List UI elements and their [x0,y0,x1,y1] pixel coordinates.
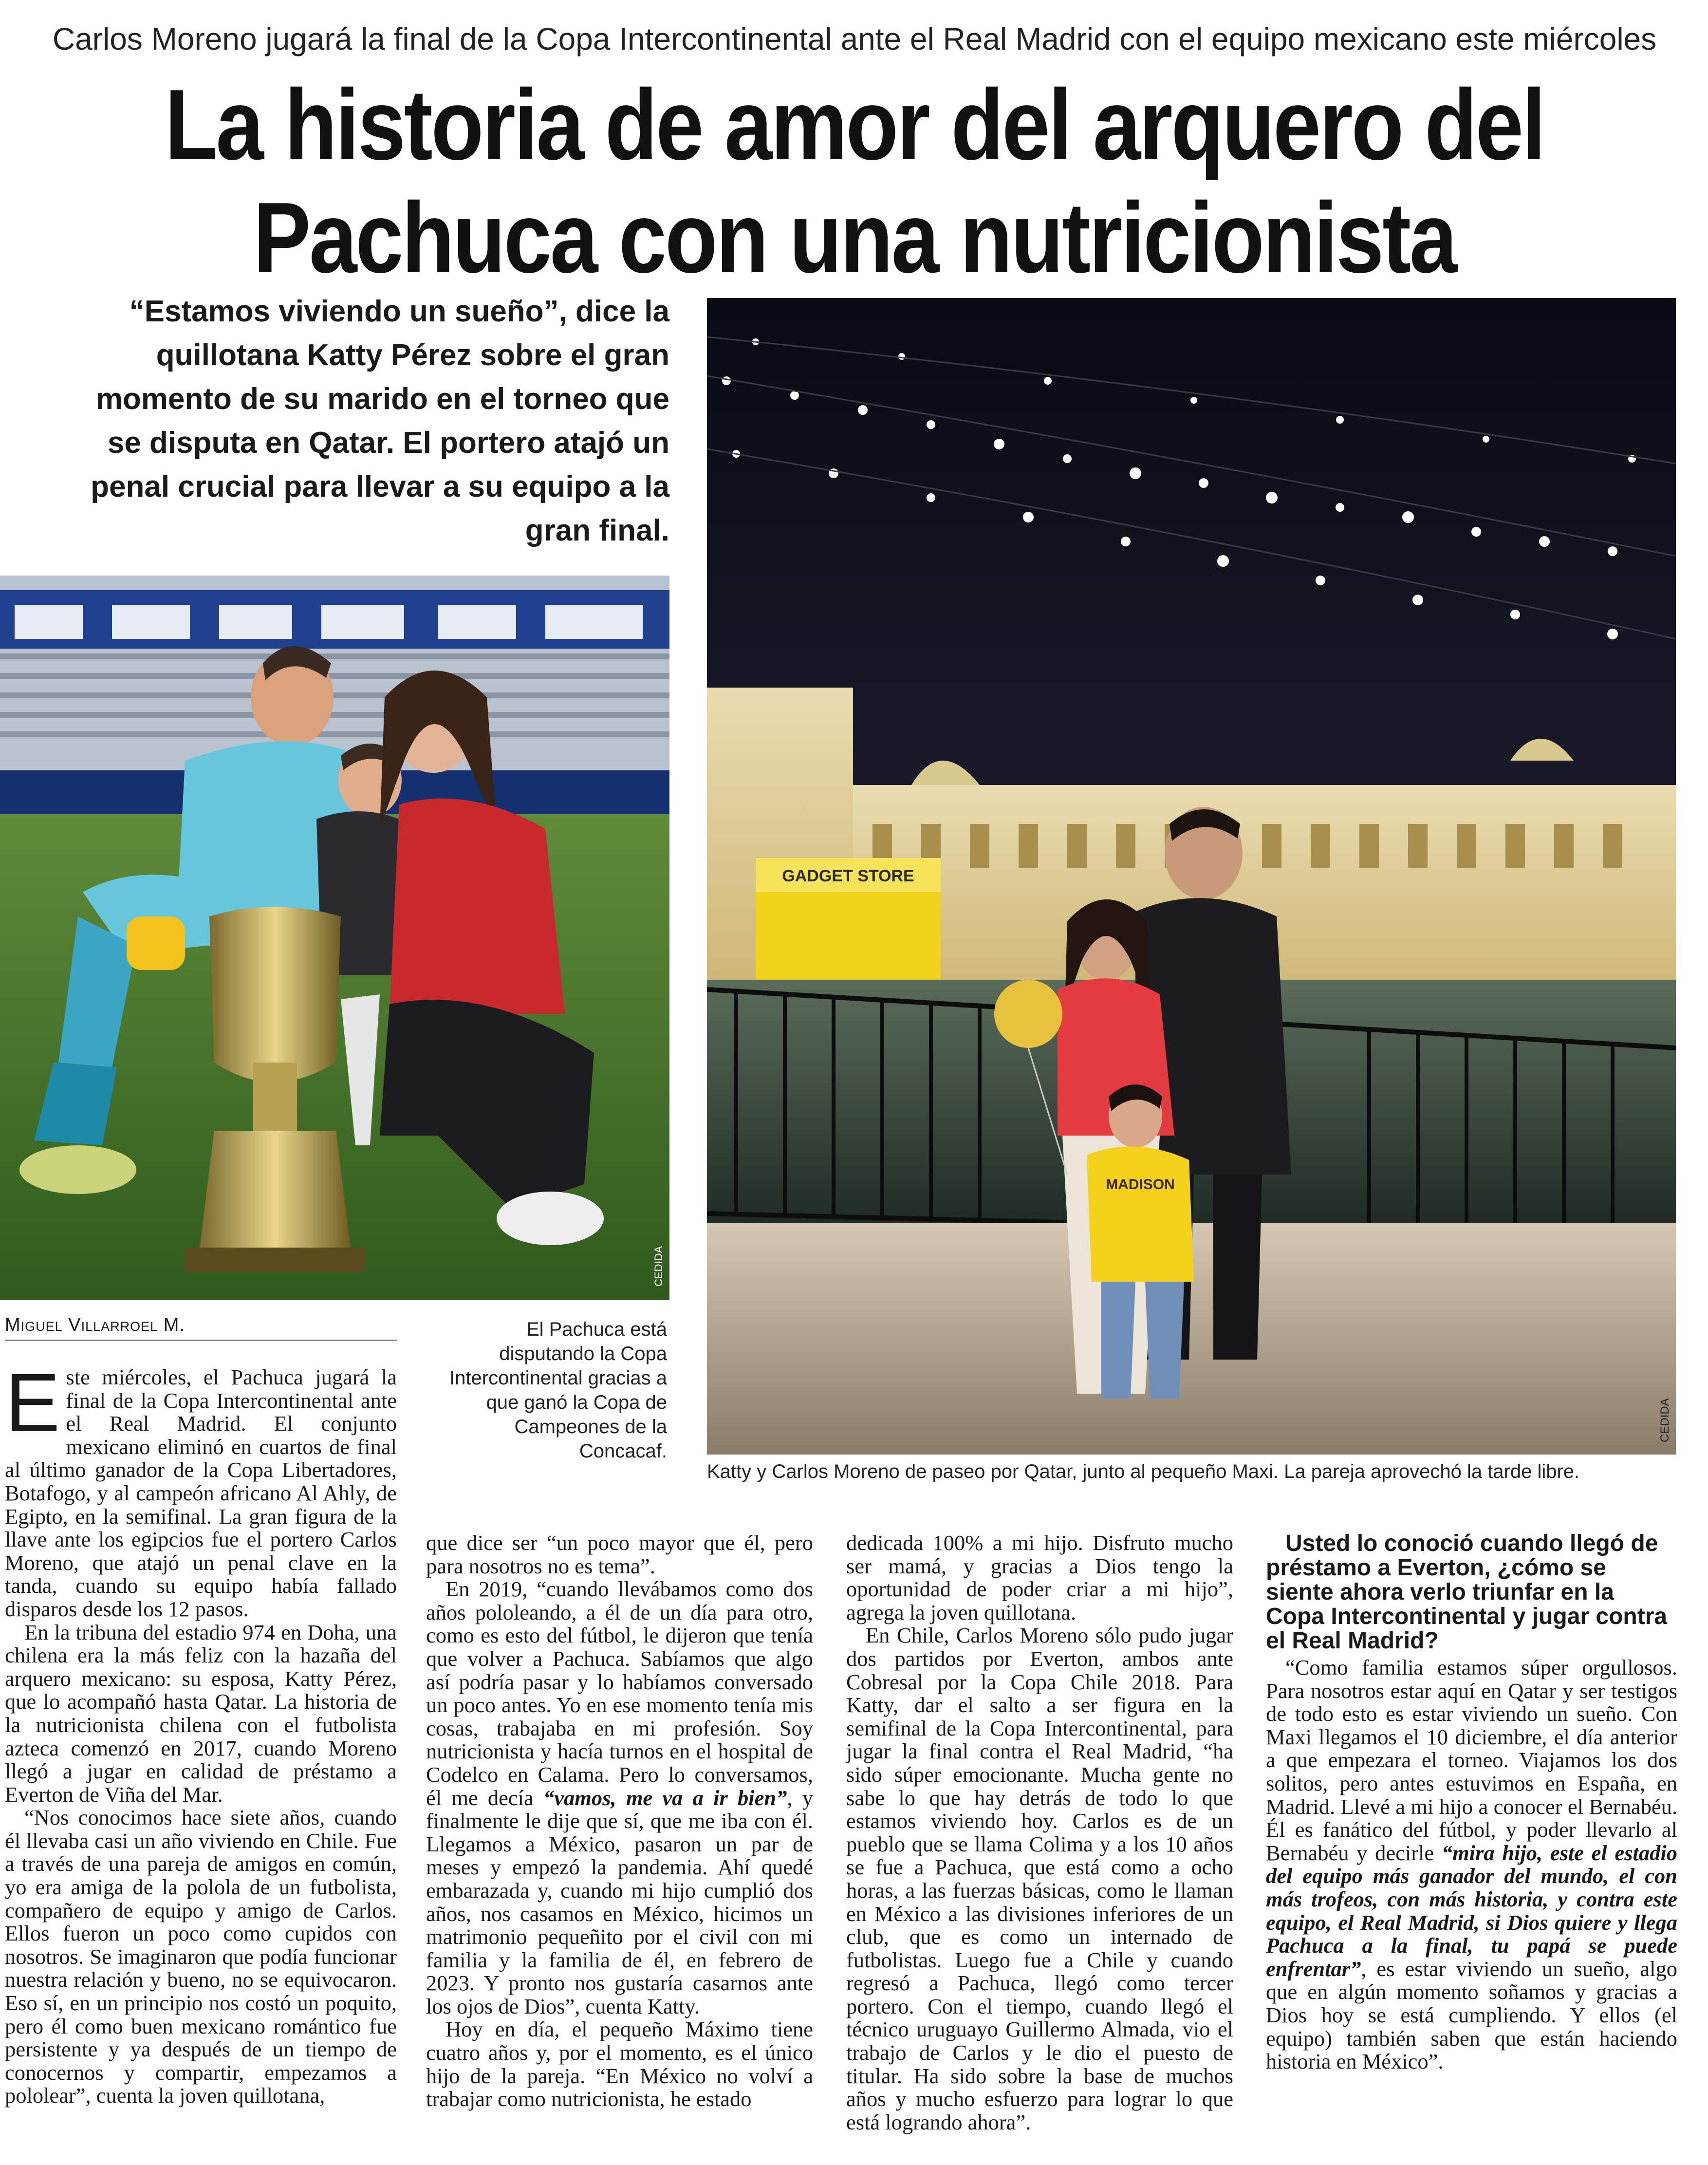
interview-question: Usted lo conoció cuando llegó de préstamo a Everton, ¿cómo se siente ahora verlo triunfar en la Copa Intercontinental y jugar contra el Real Madrid? [1266,1530,1668,1654]
paragraph-text: ste miércoles, el Pachuca jugará la final de la Copa Intercontinental ante el Real Madrid. El conjunto mexicano eliminó en cuartos de final al último ganador de la Copa Libertadores, Botafogo, y al campeón africano Al Ahly, de Egipto, en la semifinal. La gran figura de la llave ante los egipcios fue el portero Carlos Moreno, que atajó un penal clave en la tanda, cuando su equipo había fallado disparos desde los 12 pasos. [5,1365,397,1621]
caption-right: Katty y Carlos Moreno de paseo por Qatar, junto al pequeño Maxi. La pareja aprovechó la tarde libre. [707,1461,1580,1482]
paragraph [1266,1656,1677,2073]
paragraph-text: En 2019, “cuando llevábamos como dos años pololeando, a él de un día para otro, como es esto del fútbol, le dijeron que tenía que volver a Pachuca. Sabíamos que algo así podría pasar y lo habíamos conversado un poco antes. Yo en ese momento tenía mis cosas, trabajaba en mi profesión. Soy nutricionista y hacía turnos en el hospital de Codelco en Calama. Pero lo conversamos, él me decía [426,1577,813,1810]
dropcap: E [5,1357,60,1449]
quote-emphasis: “vamos, me va a ir bien” [543,1785,787,1810]
article-column-2 [426,1531,813,2111]
paragraph-text: “Como familia estamos súper orgullosos. Para nosotros estar aquí en Qatar y ser testigos de todo esto es estar viviendo un sueño. Con Maxi llegamos el 10 diciembre, el día anterior a que empezara el torneo. Viajamos los dos solitos, pero antes estuvimos en España, en Madrid. Llevé a mi hijo a conocer el Bernabéu. Él es fanático del fútbol, y poder llevarlo al Bernabéu y decirle [1266,1655,1677,1865]
paragraph-text: , es estar viviendo un sueño, algo que en algún momento soñamos y gracias a Dios hoy se está cumpliendo. Y ellos (el equipo) también saben que están haciendo historia en México”. [1266,1956,1677,2074]
article-column-4 [1266,1531,1677,2073]
paragraph: Hoy en día, el pequeño Máximo tiene cuatro años y, por el momento, es el único hijo de la pareja. “En México no volví a trabajar como nutricionista, he estado [426,2017,813,2111]
deck: “Estamos viviendo un sueño”, dice la quillotana Katty Pérez sobre el gran momento de su marido en el torneo que se disputa en Qatar. El portero atajó un penal crucial para llevar a su equipo a la gran final. [91,295,669,547]
paragraph: En Chile, Carlos Moreno sólo pudo jugar dos partidos por Everton, ambos ante Cobresal por la Copa Chile 2018. Para Katty, dar el salto a ser figura en la semifinal de la Copa Intercontinental, para jugar la final contra el Real Madrid, “ha sido súper emocionante. Mucha gente no sabe lo que hay detrás de todo lo que estamos viviendo hoy. Carlos es de un pueblo que se llama Colima y a los 10 años se fue a Pachuca, que está como a ocho horas, a las fuerzas básicas, como le llaman en México a las divisiones inferiores de un club, que es como un internado de futbolistas. Luego fue a Chile y cuando regresó a Pachuca, llegó como tercer portero. Con el tiempo, cuando llegó el técnico uruguayo Guillermo Almada, vio el trabajo de Carlos y le dio el puesto de titular. Ha sido sobre la base de muchos años y mucho esfuerzo para lograr lo que está logrando ahora”. [846,1623,1233,2134]
paragraph-text: , y finalmente le dije que sí, que me iba con él. Llegamos a México, pasaron un par de meses y empezó la pandemia. Ahí quedé embarazada y, cuando mi hijo cumplió dos años, nos casamos en México, hicimos un matrimonio pequeñito por el civil con mi familia y la familia de él, en febrero de 2023. Y pronto nos gustaría casarnos ante los ojos de Dios”, cuenta Katty. [426,1785,813,2018]
caption-left: El Pachuca está disputando la Copa Intercontinental gracias a que ganó la Copa de Campeones de la Concacaf. [449,1319,667,1462]
paragraph [426,1578,813,2018]
photo-qatar-night [707,298,1676,1455]
left-photo-credit: CEDIDA [652,1246,665,1287]
photo-qatar-night-image [707,298,1676,1455]
kicker: Carlos Moreno jugará la final de la Copa Intercontinental ante el Real Madrid con el equipo mexicano este miércoles [52,21,1657,56]
paragraph: En la tribuna del estadio 974 en Doha, una chilena era la más feliz con la hazaña del arquero mexicano: su esposa, Katty Pérez, que lo acompañó hasta Qatar. La historia de la nutricionista chilena con el futbolista azteca comenzó en 2017, cuando Moreno llegó a jugar en calidad de préstamo a Everton de Viña del Mar. [5,1620,397,1807]
headline-line-1: La historia de amor del arquero del [165,69,1544,181]
headline-line-2: Pachuca con una nutricionista [253,182,1456,294]
quote-emphasis: “mira hijo, este el estadio del equipo más ganador del mundo, el con más trofeos, con más historia, y contra este equipo, el Real Madrid, si Dios quiere y llega Pachuca a la final, tu papá se puede enfrentar” [1266,1840,1677,1981]
paragraph: “Nos conocimos hace siete años, cuando él llevaba casi un año viviendo en Chile. Fue a través de una pareja de amigos en común, yo era amiga de la polola de un futbolista, compañero de equipo y amigo de Carlos. Ellos fueron un poco como cupidos con nosotros. Se imaginaron que podía funcionar nuestra relación y bueno, no se equivocaron. Eso sí, en un principio nos costó un poquito, pero él como buen mexicano romántico fue persistente y ya después de un tiempo de conocernos y compartir, empezamos a pololear”, cuenta la joven quillotana, [5,1805,397,2108]
byline: Miguel Villarroel M. [5,1315,397,1341]
photo-stadium-trophy [0,576,669,1300]
article-column-1 [5,1357,397,2108]
paragraph [5,1357,397,1621]
photo-stadium-trophy-image [0,576,669,1300]
child-shirt-text: MADISON [1106,1176,1175,1193]
right-photo-credit: CEDIDA [1658,1398,1671,1442]
paragraph: que dice ser “un poco mayor que él, pero para nosotros no es tema”. [426,1530,813,1578]
paragraph: dedicada 100% a mi hijo. Disfruto mucho ser mamá, y gracias a Dios tengo la oportunidad de poder criar a mi hijo”, agrega la joven quillotana. [846,1530,1233,1624]
gadget-store-sign: GADGET STORE [782,867,914,885]
article-column-3 [846,1531,1233,2134]
